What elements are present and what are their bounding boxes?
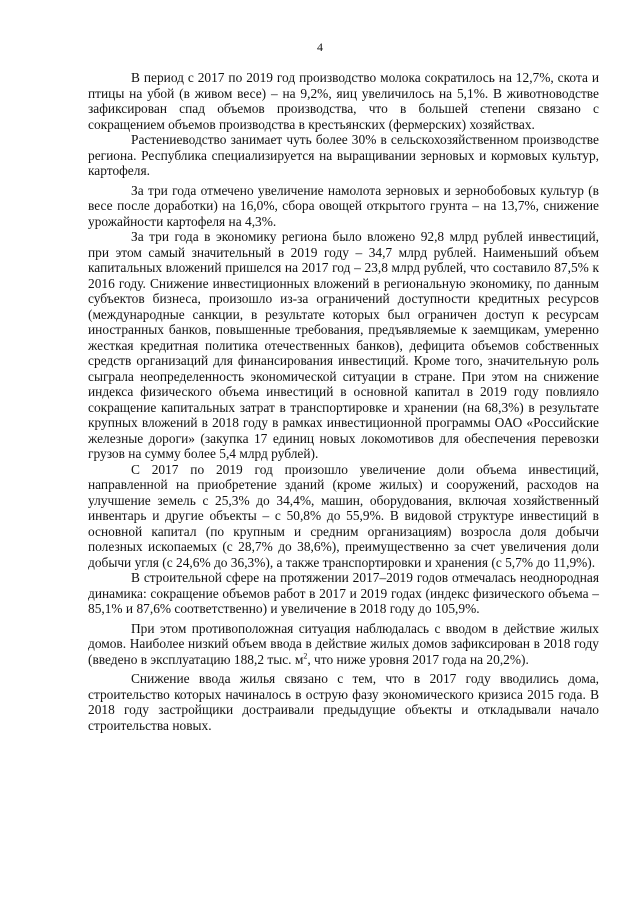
paragraph-housing: [88, 621, 599, 668]
body-text: [88, 70, 599, 733]
paragraph-livestock: В период с 2017 по 2019 год производство молока сократилось на 12,7%, скота и птицы на убой (в живом весе) – на 9,2%, яиц увеличилось на 5,1%. В животноводстве зафиксирован спад объемов производства, что в большей степени связано с сокращением объемов производства в крестьянских (фермерских) хозяйствах.: [88, 70, 599, 132]
paragraph-investments: За три года в экономику региона было вложено 92,8 млрд рублей инвестиций, при этом самый значительный в 2019 году – 34,7 млрд рублей. Наименьший объем капитальных вложений пришелся на 2017 год – 23,8 млрд рублей, что составило 87,5% к 2016 году. Снижение инвестиционных вложений в региональную экономику, по данным субъектов бизнеса, произошло из-за ограничений доступности кредитных ресурсов (международные санкции, в результате которых был ограничен доступ к ресурсам иностранных банков, повышенные требования, предъявляемые к заемщикам, умеренно жесткая кредитная политика отечественных банков), дефицита объемов собственных средств организаций для финансирования инвестиций. Кроме того, значительную роль сыграла неопределенность экономической ситуации в стране. При этом на снижение индекса физического объема инвестиций в основной капитал в 2019 году повлияло сокращение капитальных затрат в транспортировке и хранении (на 68,3%) в результате крупных вложений в 2018 году в рамках инвестиционной программы ОАО «Российские железные дороги» (закупка 17 единиц новых локомотивов для обеспечения перевозки грузов на сумму более 5,4 млрд рублей).: [88, 229, 599, 461]
paragraph-housing-decline: Снижение ввода жилья связано с тем, что в 2017 году вводились дома, строительство которых начиналось в острую фазу экономического кризиса 2015 года. В 2018 году застройщики достраивали предыдущие объекты и откладывали начало строительства новых.: [88, 671, 599, 733]
housing-text-intro: При этом противоположная ситуация наблюдалась с вводом в действие жилых домов. Наиболее низкий объем ввода в действие жилых домов зафиксирован в 2018 году (введено в эксплуатацию 188,2 тыс. м: [88, 620, 599, 667]
page-number: 4: [317, 40, 323, 54]
paragraph-harvest: За три года отмечено увеличение намолота зерновых и зернобобовых культур (в весе после доработки) на 16,0%, сбора овощей открытого грунта – на 13,7%, снижение урожайности картофеля на 4,3%.: [88, 182, 599, 229]
square-meter-superscript: 2: [303, 651, 308, 661]
paragraph-construction: В строительной сфере на протяжении 2017–2019 годов отмечалась неоднородная динамика: сокращение объемов работ в 2017 и 2019 годах (индекс физического объема – 85,1% и 87,6% соответственно) и увеличение в 2018 году до 105,9%.: [88, 570, 599, 616]
housing-text-outro: , что ниже уровня 2017 года на 20,2%).: [307, 651, 529, 667]
paragraph-crop-production: Растениеводство занимает чуть более 30% в сельскохозяйственном производстве региона. Республика специализируется на выращивании зерновых и кормовых культур, картофеля.: [88, 132, 599, 178]
paragraph-investment-structure: С 2017 по 2019 год произошло увеличение доли объема инвестиций, направленной на приобретение зданий (кроме жилых) и сооружений, расходов на улучшение земель с 25,3% до 34,4%, машин, оборудования, включая хозяйственный инвентарь и другие объекты – с 50,8% до 55,9%. В видовой структуре инвестиций в основной капитал (по крупным и средним организациям) возросла доля добычи полезных ископаемых (с 28,7% до 38,6%), преимущественно за счет увеличения доли добычи угля (с 24,6% до 36,3%), а также транспортировки и хранения (с 5,7% до 11,9%).: [88, 461, 599, 570]
